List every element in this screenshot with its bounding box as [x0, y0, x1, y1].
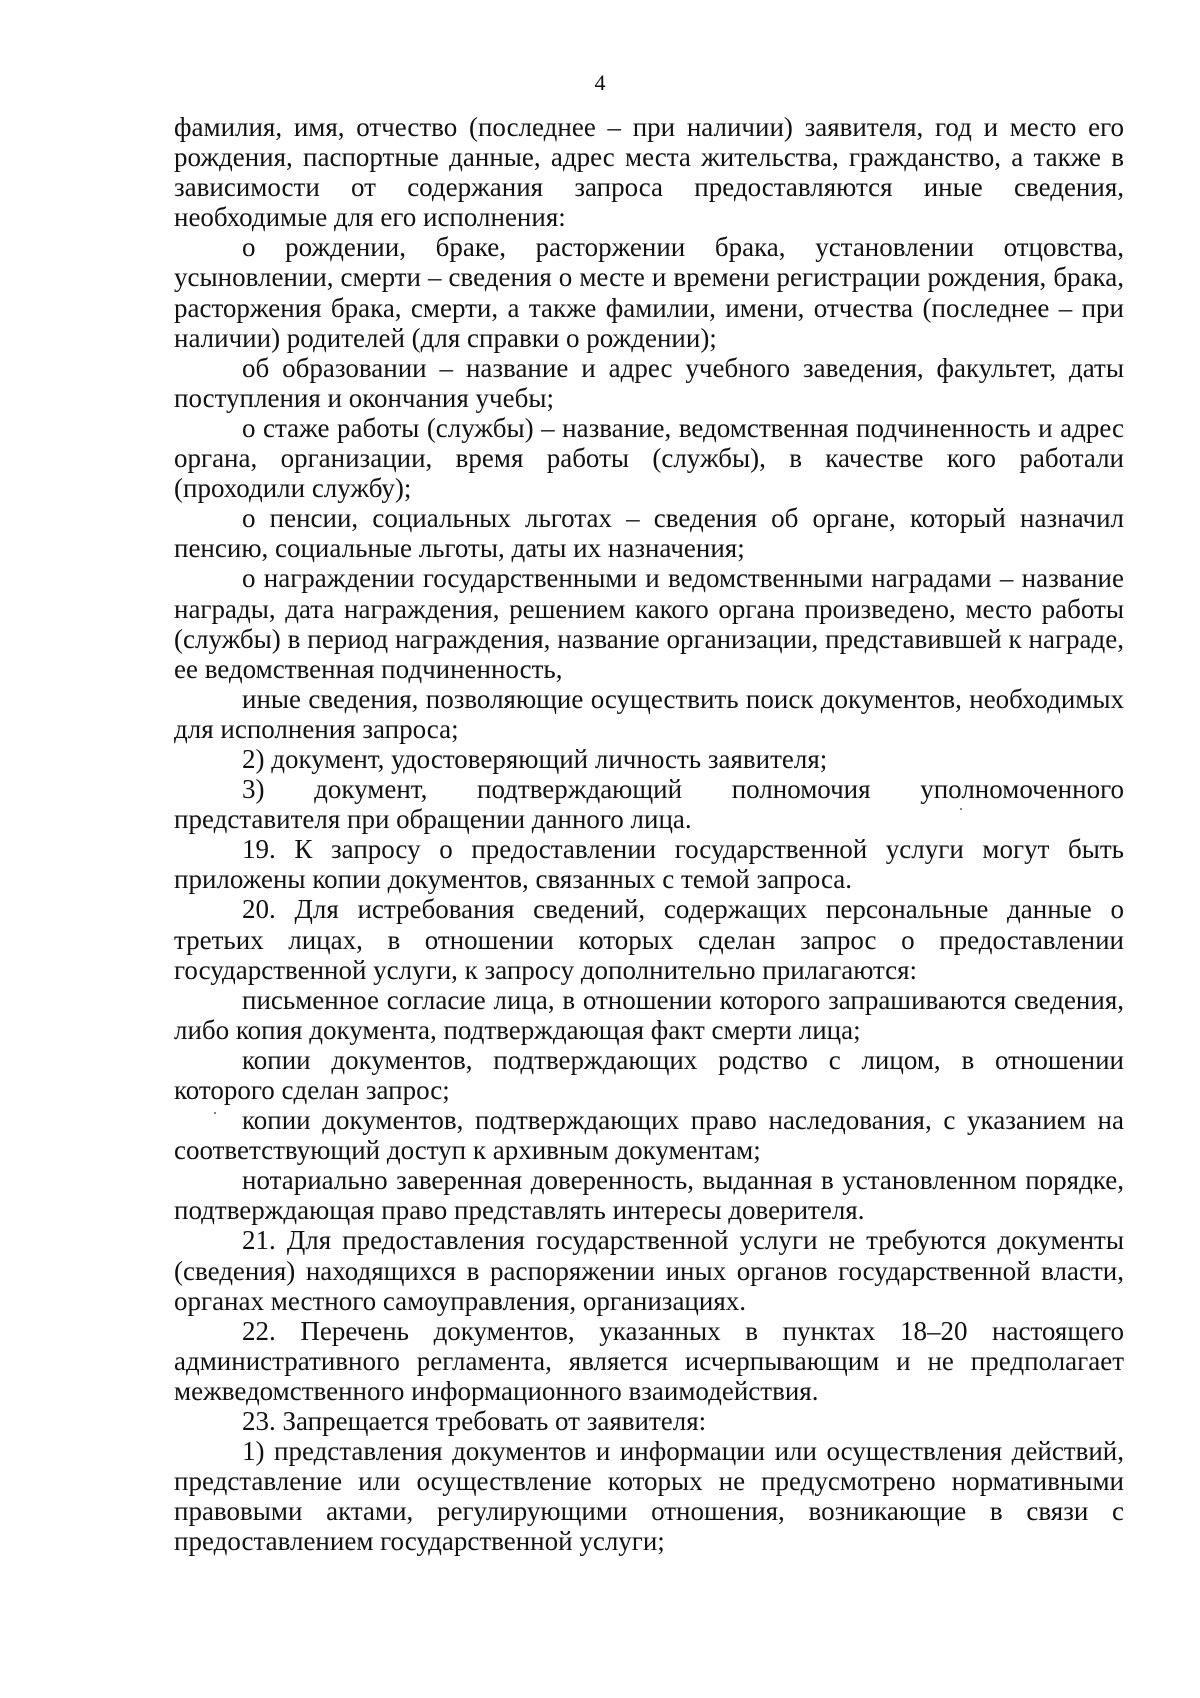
scan-speck	[960, 808, 962, 810]
paragraph-item-23-1: 1) представления документов и информации или осуществления действий, представление или осуществление которых не предусмотрено нормативными правовыми актами, регулирующими отношения, возникающие в связи с предоставлением государственной услуги;	[174, 1436, 1124, 1557]
paragraph-authority-document: 3) документ, подтверждающий полномочия уполномоченного представителя при обращении данного лица.	[174, 774, 1124, 835]
paragraph-item-21: 21. Для предоставления государственной услуги не требуются документы (сведения) находящихся в распоряжении иных органов государственной власти, органах местного самоуправления, организациях.	[174, 1225, 1124, 1316]
paragraph-kinship-documents: копии документов, подтверждающих родство с лицом, в отношении которого сделан запрос;	[174, 1044, 1124, 1105]
page-number: 4	[594, 70, 606, 95]
paragraph-power-of-attorney: нотариально заверенная доверенность, выданная в установленном порядке, подтверждающая право представлять интересы доверителя.	[174, 1165, 1124, 1226]
scan-speck	[214, 1112, 216, 1114]
paragraph-education: об образовании – название и адрес учебного заведения, факультет, даты поступления и окончания учебы;	[174, 352, 1124, 413]
paragraph-written-consent: письменное согласие лица, в отношении которого запрашиваются сведения, либо копия документа, подтверждающая факт смерти лица;	[174, 984, 1124, 1045]
document-body	[174, 112, 1124, 1557]
paragraph-item-22: 22. Перечень документов, указанных в пунктах 18–20 настоящего административного регламента, является исчерпывающим и не предполагает межведомственного информационного взаимодействия.	[174, 1315, 1124, 1406]
paragraph-applicant-details: фамилия, имя, отчество (последнее – при наличии) заявителя, год и место его рождения, паспортные данные, адрес места жительства, гражданство, а также в зависимости от содержания запроса предоставляются иные сведения, необходимые для его исполнения:	[174, 112, 1124, 233]
paragraph-other-info: иные сведения, позволяющие осуществить поиск документов, необходимых для исполнения запроса;	[174, 683, 1124, 744]
paragraph-inheritance-documents: копии документов, подтверждающих право наследования, с указанием на соответствующий доступ к архивным документам;	[174, 1105, 1124, 1166]
paragraph-work-experience: о стаже работы (службы) – название, ведомственная подчиненность и адрес органа, организации, время работы (службы), в качестве кого работали (проходили службу);	[174, 412, 1124, 504]
paragraph-civil-status: о рождении, браке, расторжении брака, установлении отцовства, усыновлении, смерти – сведения о месте и времени регистрации рождения, брака, расторжения брака, смерти, а также фамилии, имени, отчества (последнее – при наличии) родителей (для справки о рождении);	[174, 232, 1124, 353]
paragraph-identity-document: 2) документ, удостоверяющий личность заявителя;	[242, 743, 828, 774]
paragraph-pension: о пенсии, социальных льготах – сведения об органе, который назначил пенсию, социальные льготы, даты их назначения;	[174, 503, 1124, 564]
paragraph-item-19: 19. К запросу о предоставлении государственной услуги могут быть приложены копии документов, связанных с темой запроса.	[174, 834, 1124, 895]
paragraph-item-20: 20. Для истребования сведений, содержащих персональные данные о третьих лицах, в отношении которых сделан запрос о предоставлении государственной услуги, к запросу дополнительно прилагаются:	[174, 894, 1124, 985]
paragraph-item-23: 23. Запрещается требовать от заявителя:	[242, 1406, 707, 1437]
paragraph-awards: о награждении государственными и ведомственными наградами – название награды, дата награждения, решением какого органа произведено, место работы (службы) в период награждения, название организации, представившей к награде, ее ведомственная подчиненность,	[174, 563, 1124, 684]
